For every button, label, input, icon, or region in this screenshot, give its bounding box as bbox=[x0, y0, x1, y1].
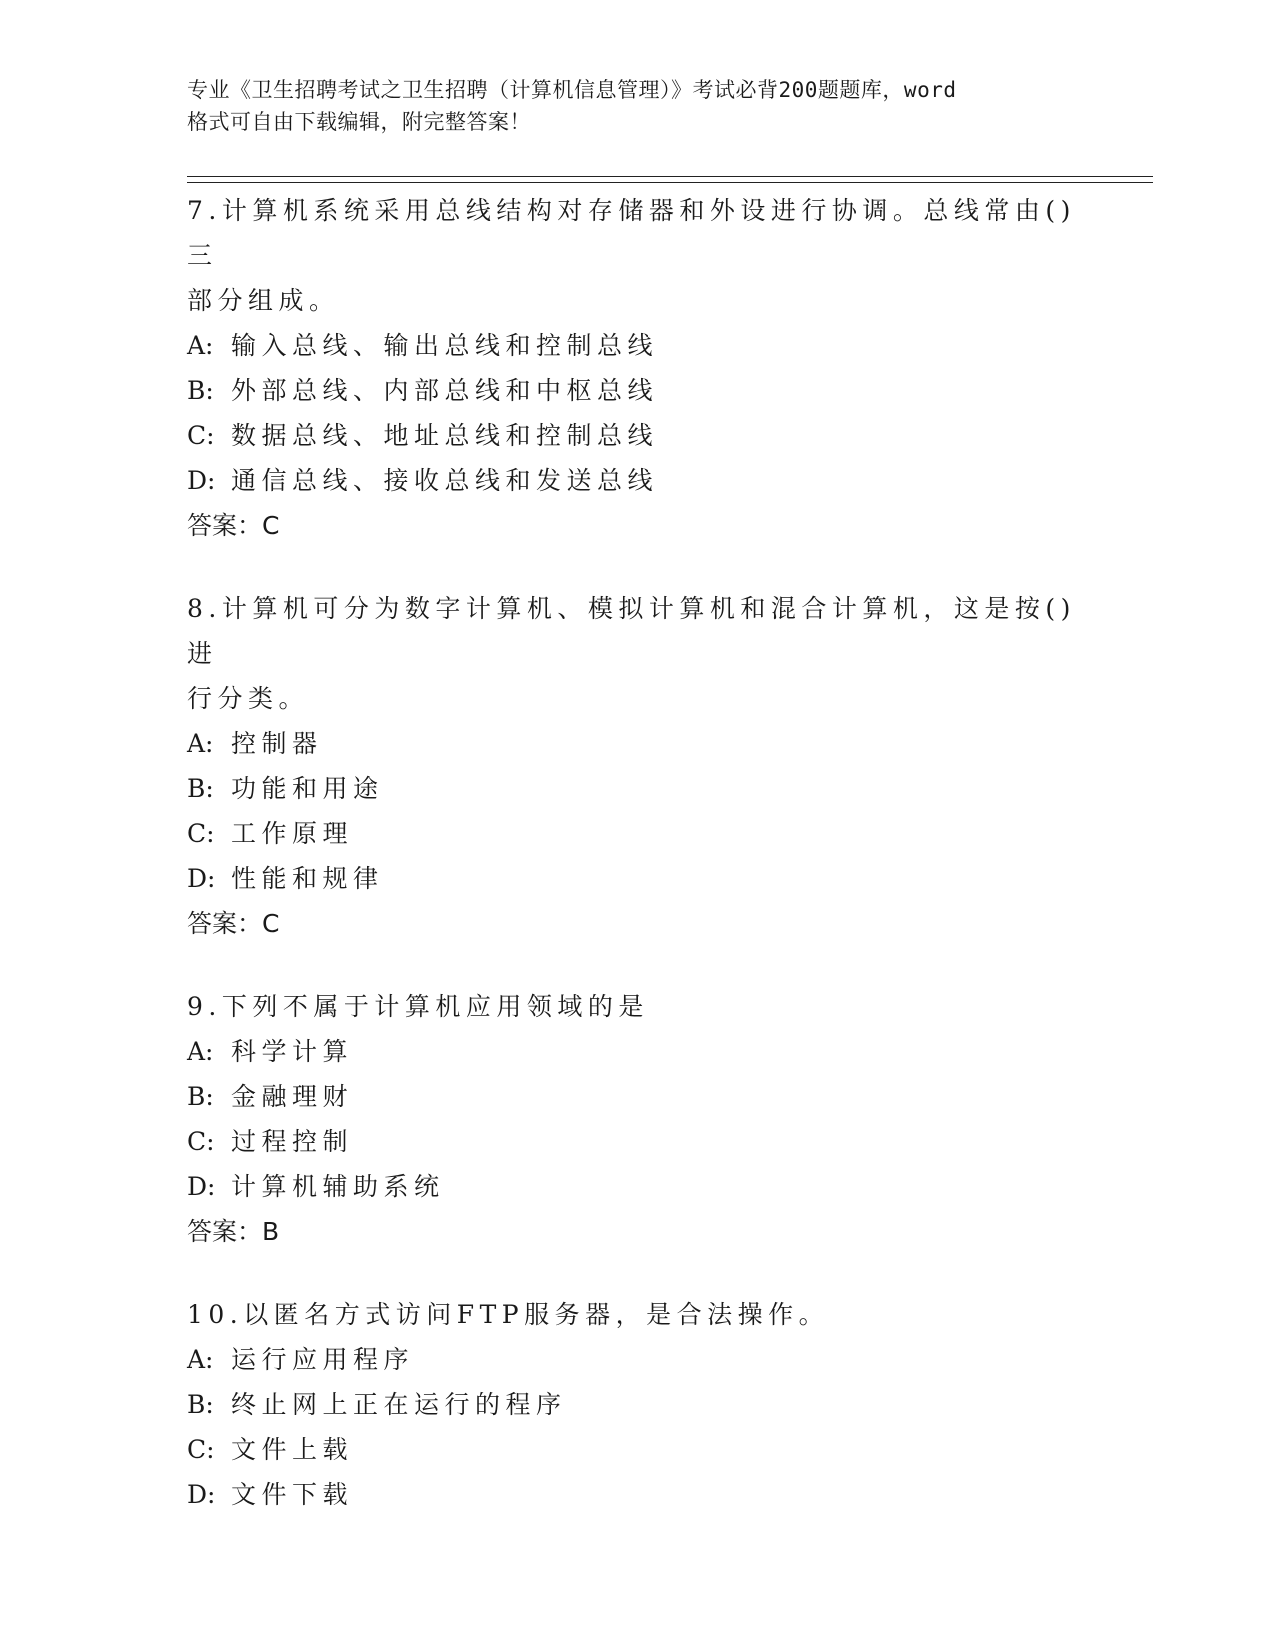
option-c bbox=[187, 1119, 1087, 1164]
option-key: A: bbox=[187, 331, 214, 360]
option-a bbox=[187, 1029, 1087, 1074]
option-key: D: bbox=[187, 1172, 216, 1201]
question-7 bbox=[187, 188, 1087, 548]
option-key: B: bbox=[187, 1082, 214, 1111]
question-stem-line-1: 7.计算机系统采用总线结构对存储器和外设进行协调。总线常由()三 bbox=[187, 196, 1076, 270]
header-line-1: 专业《卫生招聘考试之卫生招聘（计算机信息管理）》考试必背200题题库，word bbox=[187, 78, 957, 102]
option-key: C: bbox=[187, 1435, 215, 1464]
question-list bbox=[187, 188, 1087, 1555]
answer-line: 答案：C bbox=[187, 511, 280, 540]
option-c bbox=[187, 413, 1087, 458]
option-text: 控制器 bbox=[231, 729, 323, 758]
question-stem-line-2: 部分组成。 bbox=[187, 286, 340, 315]
question-stem-line-1: 9.下列不属于计算机应用领域的是 bbox=[187, 992, 649, 1021]
option-a bbox=[187, 323, 1087, 368]
option-key: C: bbox=[187, 421, 215, 450]
option-d bbox=[187, 856, 1087, 901]
option-text: 金融理财 bbox=[231, 1082, 354, 1111]
option-key: D: bbox=[187, 1480, 216, 1509]
option-key: A: bbox=[187, 1037, 214, 1066]
option-text: 性能和规律 bbox=[231, 864, 384, 893]
header-divider-top bbox=[187, 176, 1153, 177]
option-b bbox=[187, 368, 1087, 413]
document-header bbox=[187, 74, 1087, 138]
answer-line: 答案：B bbox=[187, 1217, 280, 1246]
option-text: 终止网上正在运行的程序 bbox=[231, 1390, 567, 1419]
question-stem-line-2: 行分类。 bbox=[187, 684, 310, 713]
option-key: D: bbox=[187, 864, 216, 893]
option-text: 数据总线、地址总线和控制总线 bbox=[231, 421, 659, 450]
option-key: A: bbox=[187, 729, 214, 758]
option-a bbox=[187, 1337, 1087, 1382]
option-key: B: bbox=[187, 376, 214, 405]
option-text: 运行应用程序 bbox=[231, 1345, 415, 1374]
option-key: C: bbox=[187, 1127, 215, 1156]
question-10 bbox=[187, 1292, 1087, 1517]
option-text: 功能和用途 bbox=[231, 774, 384, 803]
option-text: 通信总线、接收总线和发送总线 bbox=[231, 466, 659, 495]
header-line-2: 格式可自由下载编辑，附完整答案！ bbox=[187, 110, 531, 134]
option-b bbox=[187, 766, 1087, 811]
header-divider-bottom bbox=[187, 182, 1153, 183]
option-key: C: bbox=[187, 819, 215, 848]
option-text: 文件下载 bbox=[231, 1480, 354, 1509]
question-stem-line-1: 10.以匿名方式访问FTP服务器，是合法操作。 bbox=[187, 1300, 830, 1329]
option-b bbox=[187, 1074, 1087, 1119]
option-text: 文件上载 bbox=[231, 1435, 354, 1464]
option-key: B: bbox=[187, 774, 214, 803]
option-text: 计算机辅助系统 bbox=[231, 1172, 445, 1201]
option-text: 过程控制 bbox=[231, 1127, 354, 1156]
option-d bbox=[187, 1472, 1087, 1517]
option-d bbox=[187, 1164, 1087, 1209]
answer-line: 答案：C bbox=[187, 909, 280, 938]
option-key: B: bbox=[187, 1390, 214, 1419]
option-d bbox=[187, 458, 1087, 503]
question-stem-line-1: 8.计算机可分为数字计算机、模拟计算机和混合计算机，这是按()进 bbox=[187, 594, 1076, 668]
option-a bbox=[187, 721, 1087, 766]
option-key: A: bbox=[187, 1345, 214, 1374]
option-b bbox=[187, 1382, 1087, 1427]
option-text: 工作原理 bbox=[231, 819, 354, 848]
option-text: 外部总线、内部总线和中枢总线 bbox=[231, 376, 659, 405]
question-8 bbox=[187, 586, 1087, 946]
option-c bbox=[187, 811, 1087, 856]
option-c bbox=[187, 1427, 1087, 1472]
option-text: 科学计算 bbox=[231, 1037, 354, 1066]
question-9 bbox=[187, 984, 1087, 1254]
option-text: 输入总线、输出总线和控制总线 bbox=[231, 331, 659, 360]
option-key: D: bbox=[187, 466, 216, 495]
